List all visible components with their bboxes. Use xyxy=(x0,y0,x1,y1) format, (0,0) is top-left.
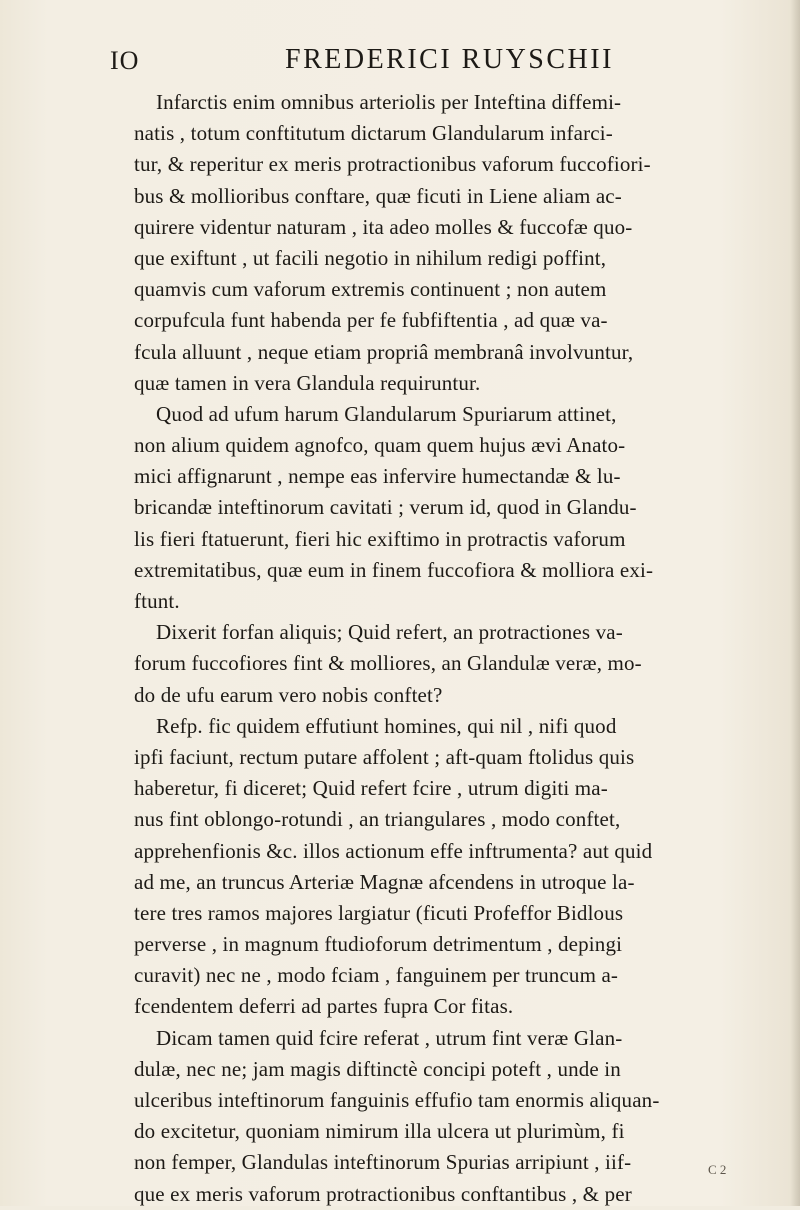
text-line: bricandæ inteftinorum cavitati ; verum id, quod in Glandu- xyxy=(134,495,637,520)
text-line: fcendentem deferri ad partes fupra Cor fitas. xyxy=(134,994,514,1019)
text-line: perverse , in magnum ftudioforum detrimentum , depingi xyxy=(134,932,623,957)
text-line: apprehenfionis &c. illos actionum effe inftrumenta? aut quid xyxy=(134,838,653,863)
text-line: quamvis cum vaforum extremis continuent ; non autem xyxy=(134,277,607,302)
text-line: Dixerit forfan aliquis; Quid refert, an protractiones va- xyxy=(156,620,623,645)
page-edge-shadow xyxy=(790,0,800,1206)
text-line: quæ tamen in vera Glandula requiruntur. xyxy=(134,370,481,395)
text-line: natis , totum conftitutum dictarum Glandularum infarci- xyxy=(134,121,613,146)
text-line: corpufcula funt habenda per fe fubfiftentia , ad quæ va- xyxy=(134,308,608,333)
page-header xyxy=(110,44,750,78)
text-line: Quod ad ufum harum Glandularum Spuriarum attinet, xyxy=(156,401,617,426)
text-line: do de ufu earum vero nobis conftet? xyxy=(134,682,443,707)
text-line: Infarctis enim omnibus arteriolis per Inteftina diffemi- xyxy=(156,90,622,114)
text-line: non alium quidem agnofco, quam quem hujus ævi Anato- xyxy=(134,433,626,458)
page-number: IO xyxy=(110,46,140,75)
text-line: ad me, an truncus Arteriæ Magnæ afcendens in utroque la- xyxy=(134,869,635,894)
text-line: haberetur, fi diceret; Quid refert fcire , utrum digiti ma- xyxy=(134,776,608,801)
text-line: ftunt. xyxy=(134,589,180,613)
text-line: bus & mollioribus conftare, quæ ficuti in Liene aliam ac- xyxy=(134,183,622,208)
text-line: nus fint oblongo-rotundi , an triangulares , modo conftet, xyxy=(134,807,621,832)
text-line: fcula alluunt , neque etiam propriâ membranâ involvuntur, xyxy=(134,339,634,364)
text-line: non femper, Glandulas inteftinorum Spurias arripiunt , iif- xyxy=(134,1150,632,1175)
body-text xyxy=(134,87,756,1210)
text-line: que ex meris vaforum protractionibus conftantibus , & per xyxy=(134,1181,632,1206)
text-line: quirere videntur naturam , ita adeo molles & fuccofæ quo- xyxy=(134,214,633,239)
text-line: tur, & reperitur ex meris protractionibus vaforum fuccofiori- xyxy=(134,152,651,177)
text-line: forum fuccofiores fint & molliores, an Glandulæ veræ, mo- xyxy=(134,651,642,676)
text-line: extremitatibus, quæ eum in finem fuccofiora & molliora exi- xyxy=(134,557,654,582)
text-line: dulæ, nec ne; jam magis diftinctè concipi poteft , unde in xyxy=(134,1056,621,1081)
text-line: mici affignarunt , nempe eas infervire humectandæ & lu- xyxy=(134,464,621,489)
text-line: tere tres ramos majores largiatur (ficuti Profeffor Bidlous xyxy=(134,900,624,925)
text-line: do excitetur, quoniam nimirum illa ulcera ut plurimùm, fi xyxy=(134,1119,625,1144)
text-line: lis fieri ftatuerunt, fieri hic exiftimo in protractis vaforum xyxy=(134,526,626,551)
text-line: Refp. fic quidem effutiunt homines, qui nil , nifi quod xyxy=(156,713,617,738)
text-line: curavit) nec ne , modo fciam , fanguinem per truncum a- xyxy=(134,963,619,988)
text-line: Dicam tamen quid fcire referat , utrum fint veræ Glan- xyxy=(156,1025,623,1050)
text-line: ipfi faciunt, rectum putare affolent ; aft-quam ftolidus quis xyxy=(134,744,635,769)
running-head: FREDERICI RUYSCHII xyxy=(285,44,614,75)
signature-mark: C 2 xyxy=(708,1162,727,1177)
text-line: ulceribus inteftinorum fanguinis effufio tam enormis aliquan- xyxy=(134,1088,660,1112)
text-line: que exiftunt , ut facili negotio in nihilum redigi poffint, xyxy=(134,245,607,270)
